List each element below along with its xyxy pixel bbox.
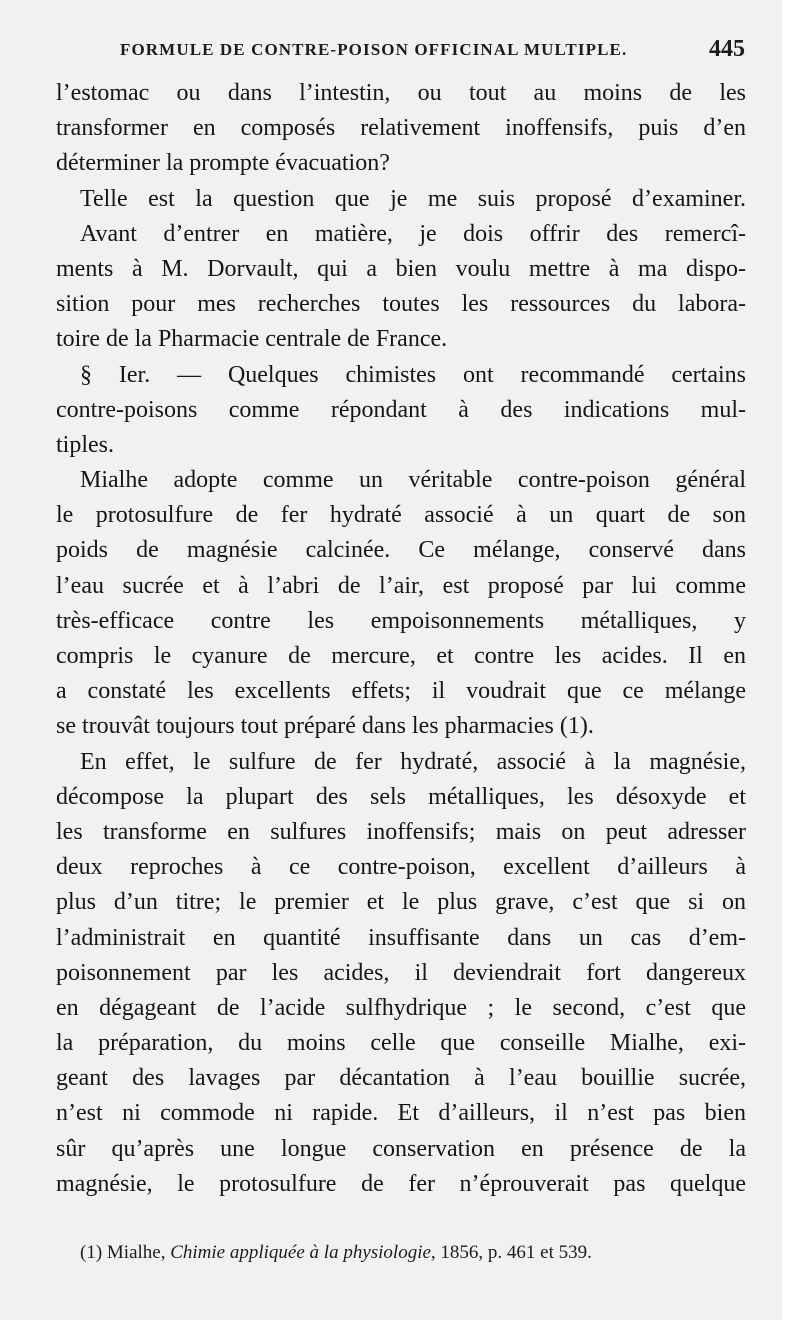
text-line: l’estomac ou dans l’intestin, ou tout au moins de les — [56, 80, 746, 106]
page-header — [120, 36, 745, 72]
footnote-title: Chimie appliquée à la physiologie — [170, 1242, 431, 1263]
text-line: tiples. — [56, 431, 114, 458]
text-line: n’est ni commode ni rapide. Et d’ailleurs, il n’est pas bien — [56, 1100, 746, 1127]
footnote-suffix: , 1856, p. 461 et 539. — [430, 1242, 592, 1263]
text-line: poisonnement par les acides, il deviendrait fort dangereux — [56, 959, 746, 986]
running-title: FORMULE DE CONTRE-POISON OFFICINAL MULTIPLE. — [120, 40, 628, 59]
text-line: toire de la Pharmacie centrale de France. — [56, 326, 448, 353]
text-line: ments à M. Dorvault, qui a bien voulu mettre à ma dispo- — [56, 255, 746, 282]
text-line: Avant d’entrer en matière, je dois offrir des remercî- — [80, 220, 746, 247]
text-line: transformer en composés relativement inoffensifs, puis d’en — [56, 115, 746, 142]
text-line: l’eau sucrée et à l’abri de l’air, est proposé par lui comme — [56, 572, 746, 599]
text-line: En effet, le sulfure de fer hydraté, associé à la magnésie, — [80, 748, 746, 775]
text-line: très-efficace contre les empoisonnements métalliques, y — [56, 607, 746, 634]
page-margin — [782, 0, 800, 1320]
text-line: geant des lavages par décantation à l’eau bouillie sucrée, — [56, 1065, 746, 1092]
text-line: deux reproches à ce contre-poison, excellent d’ailleurs à — [56, 854, 746, 881]
text-line: le protosulfure de fer hydraté associé à un quart de son — [56, 502, 746, 529]
text-line: les transforme en sulfures inoffensifs; mais on peut adresser — [56, 818, 746, 845]
footnote-prefix: (1) Mialhe, — [80, 1242, 171, 1263]
text-line: l’administrait en quantité insuffisante dans un cas d’em- — [56, 924, 746, 951]
text-line: magnésie, le protosulfure de fer n’éprouverait pas quelque — [56, 1170, 746, 1197]
text-line: Mialhe adopte comme un véritable contre-poison général — [80, 467, 746, 494]
text-line: compris le cyanure de mercure, et contre les acides. Il en — [56, 643, 746, 669]
text-line: sûr qu’après une longue conservation en présence de la — [56, 1135, 746, 1162]
text-line: la préparation, du moins celle que conseille Mialhe, exi- — [56, 1030, 746, 1057]
page-number: 445 — [709, 36, 745, 62]
text-line: § Ier. — Quelques chimistes ont recommandé certains — [80, 361, 746, 388]
text-line: plus d’un titre; le premier et le plus grave, c’est que si on — [56, 889, 746, 916]
text-line: sition pour mes recherches toutes les ressources du labora- — [56, 291, 746, 318]
text-line: a constaté les excellents effets; il voudrait que ce mélange — [56, 678, 746, 705]
text-line: Telle est la question que je me suis proposé d’examiner. — [80, 185, 746, 212]
text-line: se trouvât toujours tout préparé dans les pharmacies (1). — [56, 713, 594, 740]
text-line: en dégageant de l’acide sulfhydrique ; le second, c’est que — [56, 994, 746, 1021]
footnote — [80, 1242, 750, 1264]
text-line: contre-poisons comme répondant à des indications mul- — [56, 396, 746, 423]
text-line: déterminer la prompte évacuation? — [56, 150, 390, 177]
text-line: décompose la plupart des sels métalliques, les désoxyde et — [56, 783, 746, 810]
body-text — [56, 76, 746, 1202]
text-line: poids de magnésie calcinée. Ce mélange, conservé dans — [56, 537, 746, 564]
